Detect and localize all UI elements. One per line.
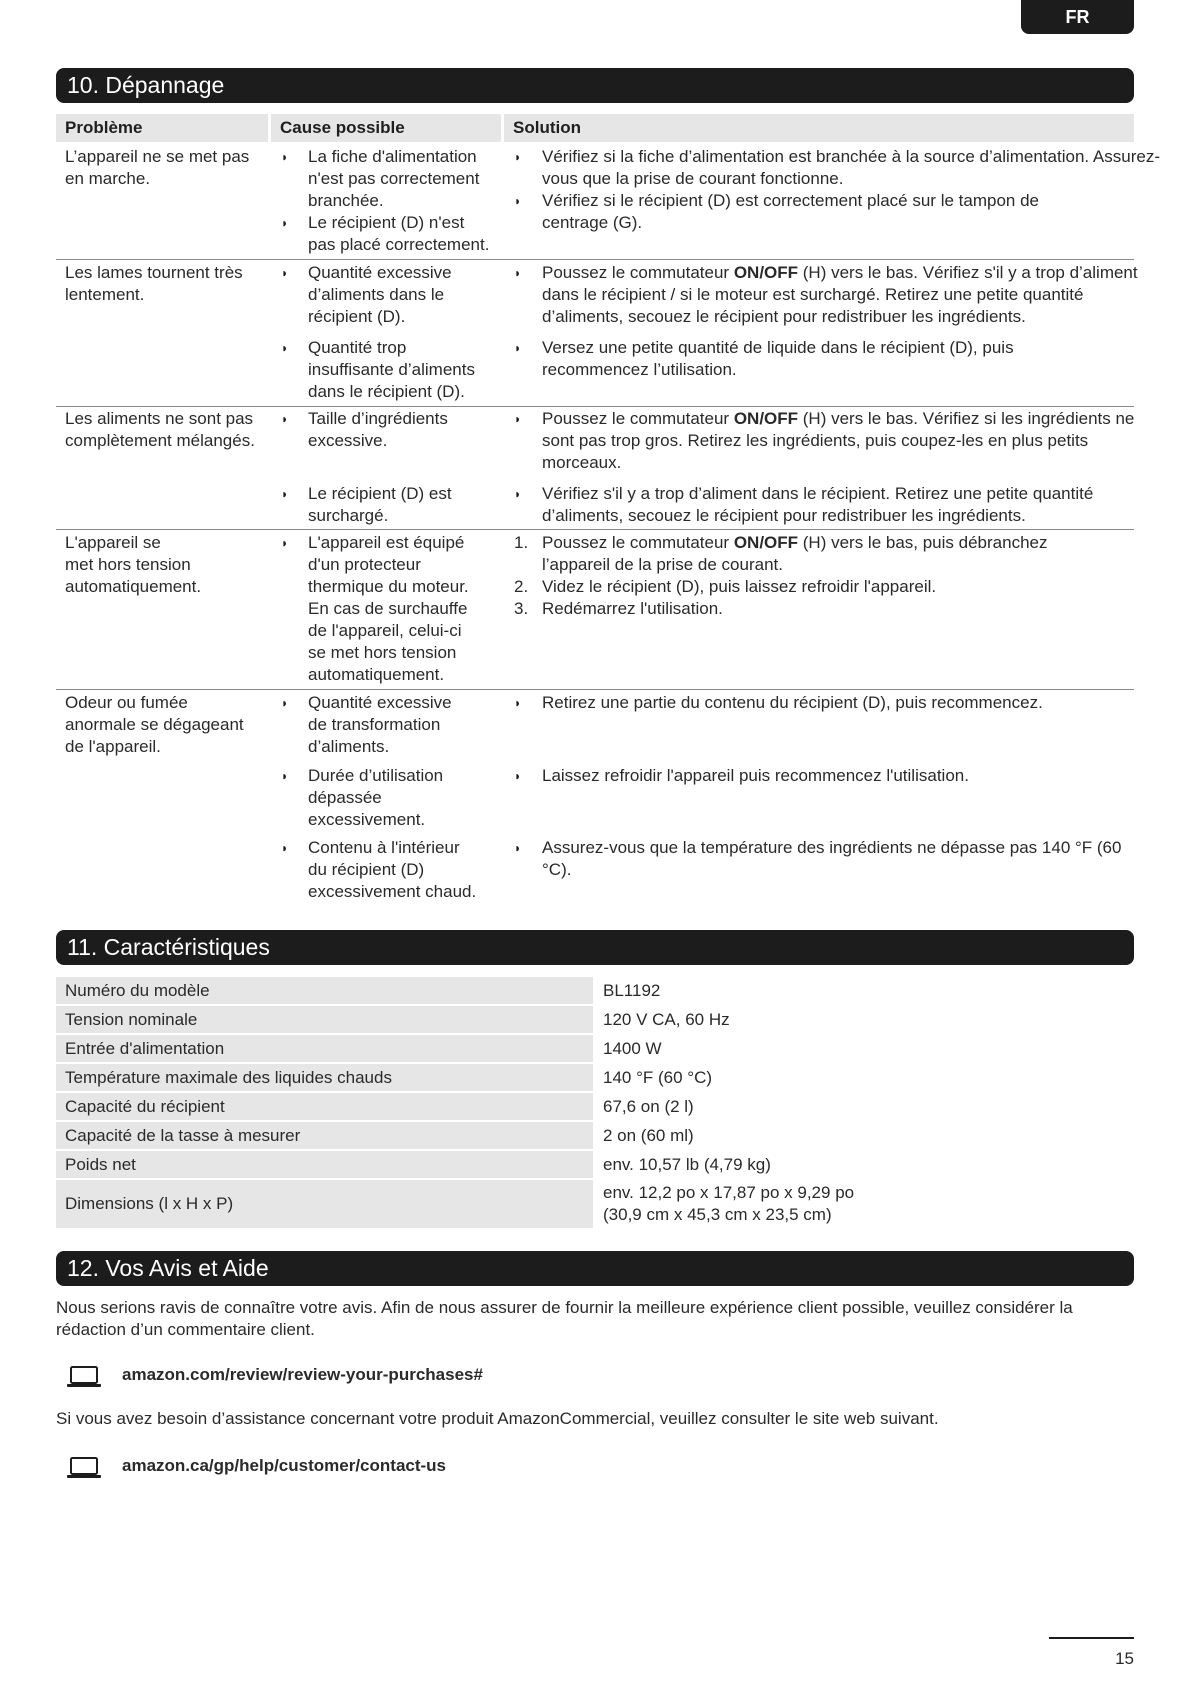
- cause-text: L'appareil est équipé d'un protecteur thermique du moteur. En cas de surchauffe de l'appareil, celui-ci se met hors tension automatiquement.: [308, 533, 469, 684]
- bullet-icon: ◗: [514, 341, 522, 355]
- spec-value: 2 on (60 ml): [603, 1126, 694, 1145]
- table-row: [56, 408, 1134, 530]
- problem-text: L’appareil ne se met pas en marche.: [65, 147, 250, 188]
- problem-text: L'appareil se met hors tension automatiquement.: [65, 533, 202, 596]
- solution-text: Poussez le commutateur ON/OFF (H) vers le bas. Vérifiez si les ingrédients ne sont pas trop gros. Retirez les ingrédients, puis coupez-les en plus petits morceaux.: [542, 409, 1135, 472]
- spec-value: 120 V CA, 60 Hz: [603, 1010, 730, 1029]
- troubleshooting-table-header: [56, 114, 1134, 142]
- spec-label: Numéro du modèle: [56, 977, 593, 1004]
- header-solution: Solution: [504, 114, 1134, 142]
- spec-row: [56, 1151, 1134, 1178]
- help-link-row[interactable]: [66, 1455, 666, 1481]
- bullet-icon: ◗: [514, 696, 522, 710]
- cause-text: Le récipient (D) est surchargé.: [308, 484, 452, 525]
- solution-text: Retirez une partie du contenu du récipient (D), puis recommencez.: [542, 693, 1043, 712]
- spec-label: Dimensions (l x H x P): [56, 1180, 593, 1228]
- cause-text: Quantité excessive de transformation d’aliments.: [308, 693, 452, 756]
- spec-label: Capacité de la tasse à mesurer: [56, 1122, 593, 1149]
- help-url-link[interactable]: amazon.ca/gp/help/customer/contact-us: [122, 1456, 447, 1475]
- spec-row: [56, 1093, 1134, 1120]
- spec-row: [56, 977, 1134, 1004]
- step-number: 1.: [514, 533, 529, 552]
- spec-value: 67,6 on (2 l): [603, 1097, 694, 1116]
- header-cause: Cause possible: [271, 114, 501, 142]
- page-number-rule: [1049, 1637, 1134, 1639]
- cause-text: Taille d’ingrédients excessive.: [308, 409, 448, 450]
- spec-label: Capacité du récipient: [56, 1093, 593, 1120]
- spec-value: env. 12,2 po x 17,87 po x 9,29 po (30,9 cm x 45,3 cm x 23,5 cm): [603, 1183, 855, 1224]
- spec-value: BL1192: [603, 981, 661, 1000]
- solution-text: Vérifiez si le récipient (D) est correctement placé sur le tampon de centrage (G).: [542, 191, 1039, 232]
- table-row: [56, 692, 1134, 908]
- spec-row: [56, 1122, 1134, 1149]
- header-problem: Problème: [56, 114, 268, 142]
- section-10-heading: 10. Dépannage: [56, 68, 1134, 103]
- bullet-icon: ◗: [281, 487, 289, 501]
- spec-value: 140 °F (60 °C): [603, 1068, 713, 1087]
- bullet-icon: ◗: [514, 841, 522, 855]
- bullet-icon: ◗: [281, 150, 289, 164]
- bullet-icon: ◗: [281, 841, 289, 855]
- review-url-link[interactable]: amazon.com/review/review-your-purchases#: [122, 1365, 483, 1384]
- section-12-heading: 12. Vos Avis et Aide: [56, 1251, 1134, 1286]
- cause-text: Quantité trop insuffisante d’aliments dans le récipient (D).: [308, 338, 475, 401]
- problem-text: Les lames tournent très lentement.: [65, 263, 243, 304]
- spec-row: [56, 1035, 1134, 1062]
- bullet-icon: ◗: [514, 266, 522, 280]
- help-text: Si vous avez besoin d’assistance concernant votre produit AmazonCommercial, veuillez consulter le site web suivant.: [56, 1409, 939, 1428]
- bullet-icon: ◗: [281, 341, 289, 355]
- review-link-row[interactable]: [66, 1364, 666, 1390]
- bullet-icon: ◗: [281, 536, 289, 550]
- cause-text: Quantité excessive d’aliments dans le récipient (D).: [308, 263, 452, 326]
- laptop-icon: [66, 1366, 102, 1388]
- section-11-heading: 11. Caractéristiques: [56, 930, 1134, 965]
- cause-text: Le récipient (D) n'est pas placé correctement.: [308, 213, 490, 254]
- feedback-intro: Nous serions ravis de connaître votre avis. Afin de nous assurer de fournir la meilleure expérience client possible, veuillez considérer la rédaction d’un commentaire client.: [56, 1298, 1073, 1339]
- bullet-icon: ◗: [281, 696, 289, 710]
- bullet-icon: ◗: [514, 150, 522, 164]
- problem-text: Les aliments ne sont pas complètement mélangés.: [65, 409, 255, 450]
- spec-value: env. 10,57 lb (4,79 kg): [603, 1155, 771, 1174]
- solution-step: Redémarrez l'utilisation.: [542, 599, 723, 618]
- table-row: [56, 146, 1160, 260]
- bullet-icon: ◗: [514, 412, 522, 426]
- spec-value: 1400 W: [603, 1039, 662, 1058]
- spec-row: [56, 1064, 1134, 1091]
- bullet-icon: ◗: [514, 487, 522, 501]
- bullet-icon: ◗: [281, 266, 289, 280]
- step-number: 3.: [514, 599, 529, 618]
- spec-label: Tension nominale: [56, 1006, 593, 1033]
- table-row: [56, 532, 1134, 690]
- spec-label: Poids net: [56, 1151, 593, 1178]
- step-number: 2.: [514, 577, 529, 596]
- laptop-icon: [66, 1457, 102, 1479]
- bullet-icon: ◗: [514, 194, 522, 208]
- solution-step: Poussez le commutateur ON/OFF (H) vers le bas, puis débranchez l’appareil de la prise de courant.: [542, 533, 1048, 574]
- spec-row: [56, 1006, 1134, 1033]
- cause-text: Contenu à l'intérieur du récipient (D) excessivement chaud.: [308, 838, 477, 901]
- spec-label: Entrée d'alimentation: [56, 1035, 593, 1062]
- solution-text: Poussez le commutateur ON/OFF (H) vers le bas. Vérifiez s'il y a trop d’aliment dans le récipient / si le moteur est surchargé. Retirez une petite quantité d’aliments, secouez le récipient pour redistribuer les ingrédients.: [542, 263, 1138, 326]
- language-tab: FR: [1021, 0, 1134, 34]
- spec-row: [56, 1180, 1134, 1228]
- bullet-icon: ◗: [514, 769, 522, 783]
- bullet-icon: ◗: [281, 769, 289, 783]
- solution-text: Assurez-vous que la température des ingrédients ne dépasse pas 140 °F (60 °C).: [542, 838, 1122, 879]
- problem-text: Odeur ou fumée anormale se dégageant de l'appareil.: [65, 693, 244, 756]
- table-row: [56, 262, 1138, 407]
- solution-text: Vérifiez si la fiche d’alimentation est branchée à la source d’alimentation. Assurez-vous que la prise de courant fonctionne.: [542, 147, 1160, 188]
- spec-label: Température maximale des liquides chauds: [56, 1064, 593, 1091]
- solution-text: Versez une petite quantité de liquide dans le récipient (D), puis recommencez l’utilisation.: [542, 338, 1014, 379]
- solution-text: Laissez refroidir l'appareil puis recommencez l'utilisation.: [542, 766, 969, 785]
- bullet-icon: ◗: [281, 216, 289, 230]
- bullet-icon: ◗: [281, 412, 289, 426]
- cause-text: La fiche d'alimentation n'est pas correctement branchée.: [308, 147, 480, 210]
- cause-text: Durée d’utilisation dépassée excessivement.: [308, 766, 444, 829]
- solution-text: Vérifiez s'il y a trop d’aliment dans le récipient. Retirez une petite quantité d’aliments, secouez le récipient pour redistribuer les ingrédients.: [542, 484, 1094, 525]
- page-number: 15: [1115, 1649, 1134, 1668]
- solution-step: Videz le récipient (D), puis laissez refroidir l'appareil.: [542, 577, 937, 596]
